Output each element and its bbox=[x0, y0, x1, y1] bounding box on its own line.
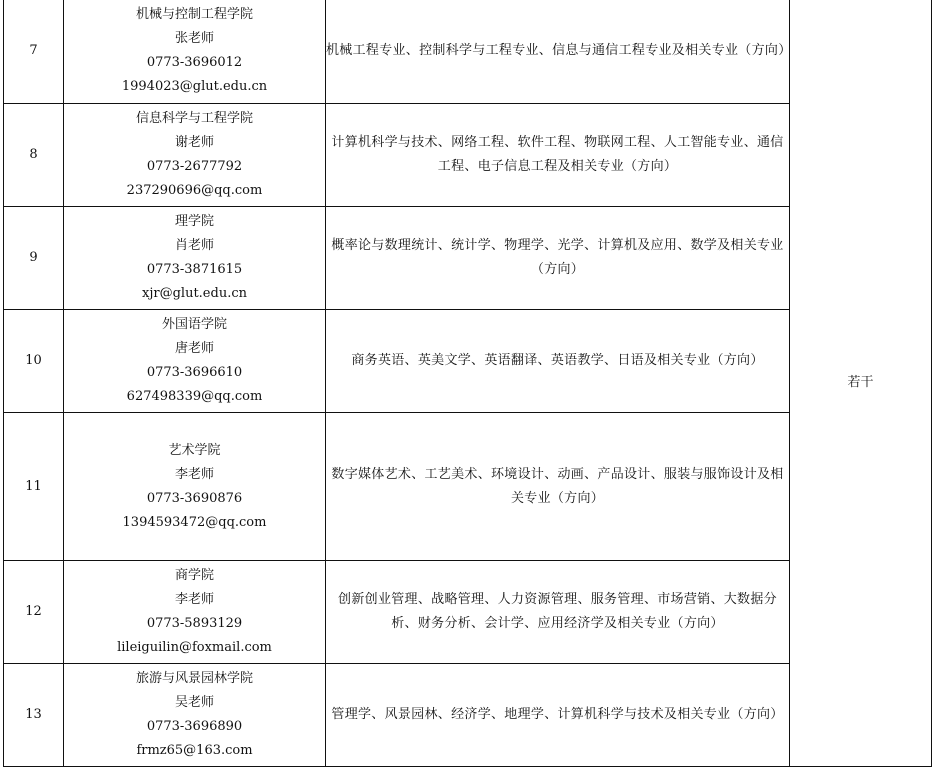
teacher-name: 唐老师 bbox=[174, 341, 214, 356]
majors-text: 机械工程专业、控制科学与工程专业、信息与通信工程专业及相关专业（方向） bbox=[326, 43, 792, 58]
teacher-name: 李老师 bbox=[174, 592, 214, 607]
contact-cell bbox=[64, 561, 326, 664]
email-address: 1994023@glut.edu.cn bbox=[121, 79, 268, 94]
table-row bbox=[4, 0, 932, 104]
teacher-name: 吴老师 bbox=[174, 695, 214, 710]
phone-number: 0773-3696012 bbox=[146, 55, 243, 70]
majors-cell bbox=[326, 104, 790, 207]
count-cell bbox=[790, 0, 932, 767]
phone-number: 0773-3696890 bbox=[146, 719, 243, 734]
row-number: 7 bbox=[4, 0, 64, 104]
teacher-name: 张老师 bbox=[174, 31, 214, 46]
teacher-name: 肖老师 bbox=[174, 238, 214, 253]
majors-cell bbox=[326, 207, 790, 310]
teacher-name: 李老师 bbox=[174, 466, 214, 482]
row-number: 12 bbox=[4, 561, 64, 664]
college-name: 商学院 bbox=[174, 568, 214, 583]
email-address: lileiguilin@foxmail.com bbox=[117, 640, 272, 655]
row-number: 11 bbox=[4, 413, 64, 561]
contact-cell bbox=[64, 207, 326, 310]
college-name: 理学院 bbox=[174, 214, 214, 229]
contact-cell bbox=[64, 0, 326, 104]
majors-text: 计算机科学与技术、网络工程、软件工程、物联网工程、人工智能专业、通信工程、电子信息工程及相关专业（方向） bbox=[331, 135, 784, 174]
majors-text: 创新创业管理、战略管理、人力资源管理、服务管理、市场营销、大数据分析、财务分析、会计学、应用经济学及相关专业（方向） bbox=[338, 592, 777, 631]
phone-number: 0773-3690876 bbox=[146, 490, 243, 506]
majors-text: 管理学、风景园林、经济学、地理学、计算机科学与技术及相关专业（方向） bbox=[331, 707, 784, 722]
majors-text: 概率论与数理统计、统计学、物理学、光学、计算机及应用、数学及相关专业（方向） bbox=[331, 238, 784, 277]
phone-number: 0773-3871615 bbox=[146, 262, 243, 277]
college-name: 外国语学院 bbox=[161, 317, 227, 332]
college-name: 机械与控制工程学院 bbox=[135, 7, 253, 22]
recruitment-table bbox=[3, 0, 932, 767]
phone-number: 0773-3696610 bbox=[146, 365, 243, 380]
contact-cell bbox=[64, 310, 326, 413]
email-address: frmz65@163.com bbox=[136, 743, 253, 758]
email-address: 237290696@qq.com bbox=[126, 183, 263, 198]
row-number: 10 bbox=[4, 310, 64, 413]
teacher-name: 谢老师 bbox=[174, 135, 214, 150]
majors-cell bbox=[326, 413, 790, 561]
majors-text: 数字媒体艺术、工艺美术、环境设计、动画、产品设计、服装与服饰设计及相关专业（方向） bbox=[331, 466, 784, 506]
college-name: 艺术学院 bbox=[168, 442, 221, 458]
contact-cell bbox=[64, 104, 326, 207]
phone-number: 0773-5893129 bbox=[146, 616, 243, 631]
row-number: 9 bbox=[4, 207, 64, 310]
email-address: xjr@glut.edu.cn bbox=[142, 286, 247, 301]
email-address: 1394593472@qq.com bbox=[122, 514, 267, 530]
majors-cell bbox=[326, 664, 790, 767]
row-number: 13 bbox=[4, 664, 64, 767]
majors-cell bbox=[326, 561, 790, 664]
majors-text: 商务英语、英美文学、英语翻译、英语教学、日语及相关专业（方向） bbox=[351, 353, 764, 368]
college-name: 旅游与风景园林学院 bbox=[135, 671, 253, 686]
email-address: 627498339@qq.com bbox=[126, 389, 263, 404]
phone-number: 0773-2677792 bbox=[146, 159, 243, 174]
contact-cell bbox=[64, 413, 326, 561]
college-name: 信息科学与工程学院 bbox=[135, 111, 253, 126]
row-number: 8 bbox=[4, 104, 64, 207]
contact-cell bbox=[64, 664, 326, 767]
count-text: 若干 bbox=[847, 374, 874, 390]
majors-cell bbox=[326, 310, 790, 413]
majors-cell bbox=[326, 0, 790, 104]
